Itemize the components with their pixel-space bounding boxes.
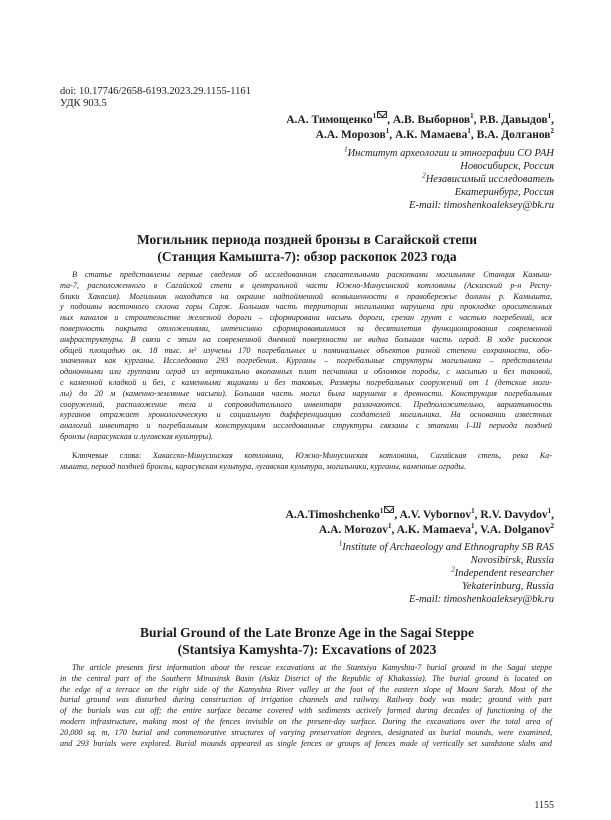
email-envelope-icon bbox=[377, 111, 387, 118]
en-affil2-line2: Yekaterinburg, Russia bbox=[462, 581, 554, 592]
abstract-line: of the burials was cut off; the entire surface became covered with sediments actively formed during decades of functioning of the bbox=[60, 706, 552, 716]
abstract-line: and 293 burials were explored. Burial mounds appeared as single fences or groups of fences made of vertically set sandstone slabs and bbox=[60, 738, 552, 748]
abstract-line: лы) до 20 м (каменно-земляные насыпи). Большая часть могил была нарушена в древности. Конструкция погребальных bbox=[60, 388, 552, 398]
en-authors bbox=[285, 506, 554, 538]
ru-affil1-line2: Новосибирск, Россия bbox=[460, 161, 554, 172]
ru-affil1-line1: Институт археологии и этнографии СО РАН bbox=[347, 148, 554, 159]
ru-keywords-label: Ключевые слова: bbox=[72, 451, 142, 460]
abstract-line: одиночными или группами оград из вертикально вкопанных плит песчаника и обломков породы, с насыпью и без таковой, bbox=[60, 367, 552, 377]
abstract-line: бронзы (карасукская и лугавская культуры). bbox=[60, 431, 213, 441]
ru-affil2-line1: Независимый исследователь bbox=[425, 174, 554, 185]
abstract-line: the edge of a terrace on the right side of the Kamyshta River valley at the foot of the eastern slope of Mount Sarzh. Most of the bbox=[60, 684, 552, 694]
ru-title: Могильник периода поздней бронзы в Сагайской степи (Станция Камышта-7): обзор раскопок 2023 года bbox=[136, 232, 478, 264]
abstract-line: инфраструктуры. В связи с этим на современной дневной поверхности не видна большая часть оград. В ходе раскопок bbox=[60, 334, 552, 344]
en-abstract bbox=[60, 663, 552, 749]
ru-authors bbox=[286, 111, 554, 143]
email-envelope-icon bbox=[384, 506, 394, 513]
abstract-line: burial ground was disturbed during construction of irrigation channels and railway. Railway body was made; ground with part bbox=[60, 695, 552, 705]
abstract-line: modern infrastructure, making most of the fences invisible on the present-day surface. During the excavations over the total area of bbox=[60, 716, 552, 726]
ru-authors-line-1: А.А. Тимощенко$^1$ , А.В. Выборнов$^1$, Р.В. Давыдов$^1$, bbox=[286, 112, 554, 126]
abstract-line: ных каналов и строительстве железной дороги – сформирована насыпь дороги, срезан грунт с частью погребений, вся bbox=[60, 313, 552, 323]
abstract-line: The article presents first information about the rescue excavations at the Stantsiya Kamyshta-7 burial ground in the Sagai steppe bbox=[72, 663, 552, 672]
abstract-line: поверхность покрыта отложениями, интенсивно сформировавшимися за десятилетия функционирования современной bbox=[60, 323, 552, 333]
udk: УДК 903.5 bbox=[60, 98, 107, 109]
abstract-line: 20,000 sq. m, 170 burial and commemorative structures of varying preservation degrees, designated as burial mounds, were examined, bbox=[60, 727, 552, 737]
abstract-line: общей площадью ок. 18 тыс. м² изучены 170 погребальных и поминальных объектов разной степени сохранности, обо- bbox=[60, 345, 552, 355]
ru-authors-line-2: А.А. Морозов$^1$, А.К. Мамаева$^1$, В.А. Долганов$^2$ bbox=[315, 127, 554, 141]
en-affil1-line2: Novosibirsk, Russia bbox=[470, 555, 554, 566]
abstract-line: у подошвы восточного склона горы Сарж. Большая часть территории могильника нарушена при прокладке оросительных bbox=[60, 302, 552, 312]
en-affil1-line1: Institute of Archaeology and Ethnography SB RAS bbox=[342, 542, 554, 553]
abstract-line: in the central part of the Southern Minusinsk Basin (Askiz District of the Republic of Khakassia). The burial ground is located on bbox=[60, 673, 552, 683]
abstract-line: аналогий инвентарю и погребальным конструкциям исследованные структуры связаны с этапами I–III периода поздней bbox=[60, 421, 552, 431]
abstract-line: курганов отражает хронологическую и социальную дифференциацию создателей могильника. На основании известных bbox=[60, 410, 552, 420]
doi: doi: 10.17746/2658-6193.2023.29.1155-1161 bbox=[60, 86, 251, 97]
en-title: Burial Ground of the Late Bronze Age in the Sagai Steppe (Stantsiya Kamyshta-7): Excavations of 2023 bbox=[139, 625, 475, 657]
abstract-line: с каменной кладкой и без, с каменными ящиками и без таковых. Размеры погребальных сооружений от 1 (детские моги- bbox=[60, 377, 552, 387]
abstract-line: блики Хакасия). Могильник находится на окраине надпойменной возвышенности в правобережье долины р. Камышта, bbox=[60, 291, 552, 301]
ru-email: E-mail: timoshenkoaleksey@bk.ru bbox=[409, 200, 554, 211]
en-affil2-line1: Independent researcher bbox=[454, 568, 554, 579]
ru-affil2-line2: Екатеринбург, Россия bbox=[454, 187, 554, 198]
ru-keywords: Ключевые слова: Хакасско-Минусинская котловина, Южно-Минусинская котловина, Сагайская степь, река Ка- мышта, период поздней бронзы, карасукская культура, лугавская культура, могильники, курганы, каменные ограды. bbox=[60, 451, 552, 471]
page-number: 1155 bbox=[534, 800, 554, 811]
abstract-line: В статье представлены первые сведения об исследованном спасательными раскопками могильнике Станция Камыш- bbox=[72, 270, 552, 279]
ru-abstract bbox=[60, 270, 552, 443]
en-authors-line-1: A.A.Timoshchenko$^1$ , A.V. Vybornov$^1$, R.V. Davydov$^1$, bbox=[285, 507, 554, 521]
abstract-line: та-7, расположенного в Сагайской степи в центральной части Южно-Минусинской котловины (Аскизский р-н Респу- bbox=[60, 280, 552, 290]
abstract-line: сооружений, расположение тела и сопроводительного инвентаря различаются. Предположительно, вариативность bbox=[60, 399, 552, 409]
abstract-line: значенных как курганы. Исследовано 293 погребения. Курганы – погребальные структуры могильника – представлены bbox=[60, 356, 552, 366]
en-affiliations: $^1$Institute of Archaeology and Ethnography SB RAS Novosibirsk, Russia $^2$Independent researcher Yekaterinburg, Russia E-mail: timoshenkoaleksey@bk.ru bbox=[338, 539, 554, 605]
en-email: E-mail: timoshenkoaleksey@bk.ru bbox=[409, 594, 554, 605]
ru-affiliations: $^1$Институт археологии и этнографии СО РАН Новосибирск, Россия $^2$Независимый исследователь Екатеринбург, Россия E-mail: timoshenkoaleksey@bk.ru bbox=[344, 145, 554, 211]
en-authors-line-2: A.A. Morozov$^1$, A.K. Mamaeva$^1$, V.A. Dolganov$^2$ bbox=[318, 522, 554, 536]
